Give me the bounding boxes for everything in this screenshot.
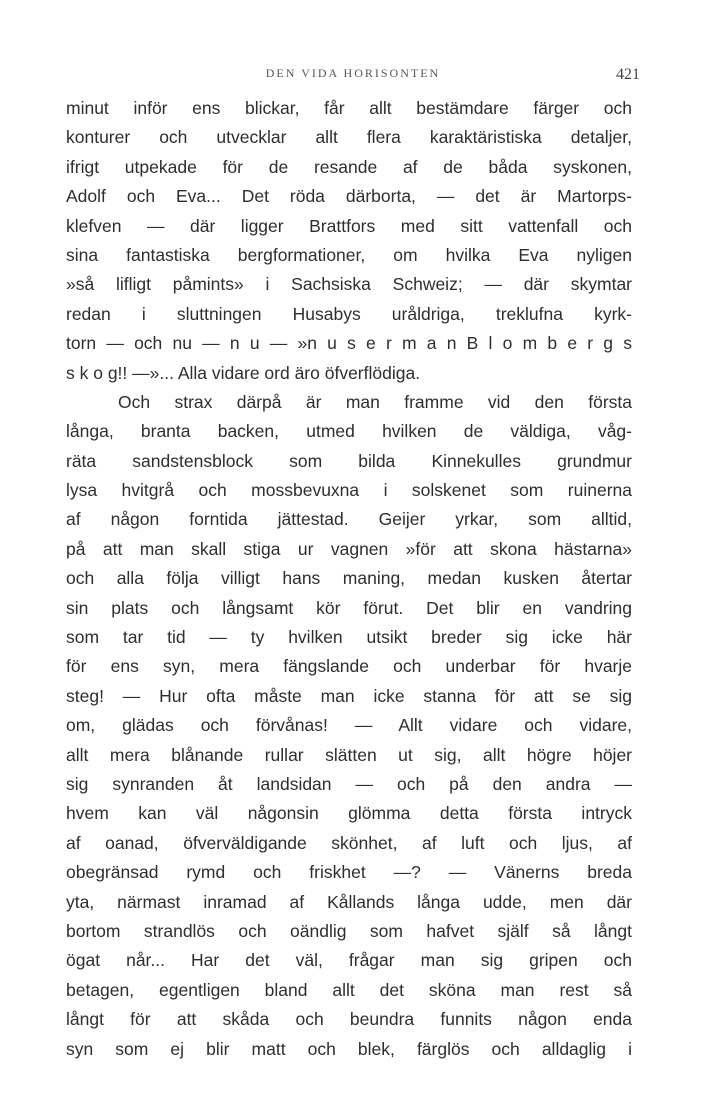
text-line: Adolf och Eva... Det röda därborta, — det är Martorps-	[66, 186, 632, 207]
page-number: 421	[616, 66, 640, 83]
running-title: DEN VIDA HORISONTEN	[265, 66, 441, 80]
text-line: om, glädas och förvånas! — Allt vidare och vidare,	[66, 715, 632, 736]
text-line: sina fantastiska bergformationer, om hvilka Eva nyligen	[66, 244, 632, 265]
text-line: hvem kan väl någonsin glömma detta första intryck	[66, 803, 632, 824]
text-line: för ens syn, mera fängslande och underbar för hvarje	[66, 656, 632, 677]
text-line: yta, närmast inramad af Kållands långa udde, men där	[66, 891, 632, 912]
text-line: konturer och utvecklar allt flera karaktäristiska detaljer,	[66, 127, 632, 148]
text-line: på att man skall stiga ur vagnen »för att skona hästarna»	[66, 538, 632, 559]
text-line: s k o g!! —»... Alla vidare ord äro öfverflödiga.	[66, 362, 421, 383]
text-line: »så lifligt påmints» i Sachsiska Schweiz; — där skymtar	[66, 274, 632, 295]
text-line: syn som ej blir matt och blek, färglös och alldaglig i	[66, 1038, 632, 1059]
text-line: torn — och nu — n u — »n u s e r m a n B l o m b e r g s	[66, 333, 632, 354]
text-line: steg! — Hur ofta måste man icke stanna för att se sig	[66, 685, 632, 706]
text-line: betagen, egentligen bland allt det sköna man rest så	[66, 979, 632, 1000]
text-line: sin plats och långsamt kör förut. Det blir en vandring	[66, 597, 632, 618]
text-line: minut inför ens blickar, får allt bestämdare färger och	[66, 98, 632, 118]
text-line: bortom strandlös och oändlig som hafvet själf så långt	[66, 920, 632, 941]
text-line: af någon forntida jättestad. Geijer yrkar, som alltid,	[66, 509, 632, 530]
text-line: ögat når... Har det väl, frågar man sig gripen och	[66, 950, 632, 971]
text-line: sig synranden åt landsidan — och på den andra —	[66, 773, 632, 794]
text-line: lysa hvitgrå och mossbevuxna i solskenet som ruinerna	[66, 480, 632, 501]
text-line: räta sandstensblock som bilda Kinnekulles grundmur	[66, 450, 632, 471]
text-line: klefven — där ligger Brattfors med sitt vattenfall och	[66, 215, 632, 236]
text-line: af oanad, öfverväldigande skönhet, af luft och ljus, af	[66, 832, 632, 853]
running-head	[66, 66, 640, 86]
text-line: som tar tid — ty hvilken utsikt breder sig icke här	[66, 627, 632, 648]
body-text	[66, 94, 632, 1064]
text-line: obegränsad rymd och friskhet —? — Vänerns breda	[66, 862, 632, 883]
text-line: allt mera blånande rullar slätten ut sig, allt högre höjer	[66, 744, 632, 765]
text-line: långt för att skåda och beundra funnits någon enda	[66, 1009, 632, 1030]
text-line: redan i sluttningen Husabys uråldriga, treklufna kyrk-	[66, 303, 632, 324]
paragraph-start-line: Och strax därpå är man framme vid den första	[118, 391, 632, 412]
text-line: långa, branta backen, utmed hvilken de väldiga, våg-	[66, 421, 632, 442]
text-line: ifrigt utpekade för de resande af de båda syskonen,	[66, 156, 632, 177]
text-line: och alla följa villigt hans maning, medan kusken återtar	[66, 568, 632, 589]
